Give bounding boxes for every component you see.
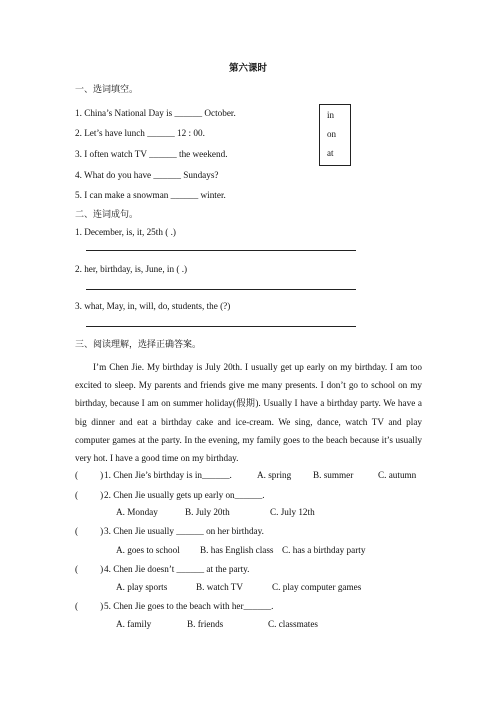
fill-item-1: 1. China’s National Day is ______ October.: [75, 108, 236, 118]
question-1-bracket: ( ): [75, 470, 104, 480]
question-1-option-b: B. summer: [313, 470, 354, 480]
question-2-option-c: C. July 12th: [270, 507, 315, 517]
word-option-on: on: [327, 129, 336, 139]
answer-line-1: [86, 250, 356, 251]
question-2-stem: 2. Chen Jie usually gets up early on______.: [104, 490, 265, 500]
section1-heading: 一、选词填空。: [75, 85, 139, 95]
question-4-bracket: ( ): [75, 564, 104, 574]
sentence-item-3: 3. what, May, in, will, do, students, the (?): [75, 301, 231, 311]
question-4-option-c: C. play computer games: [272, 582, 362, 592]
sentence-item-1: 1. December, is, it, 25th ( .): [75, 227, 176, 237]
question-3-option-b: B. has English class: [200, 545, 274, 555]
fill-item-3: 3. I often watch TV ______ the weekend.: [75, 149, 228, 159]
fill-item-5: 5. I can make a snowman ______ winter.: [75, 190, 226, 200]
reading-passage: [75, 358, 422, 467]
question-3-bracket: ( ): [75, 526, 104, 536]
fill-item-2: 2. Let’s have lunch ______ 12 : 00.: [75, 128, 205, 138]
question-4-stem: 4. Chen Jie doesn’t ______ at the party.: [104, 564, 250, 574]
question-2-option-b: B. July 20th: [185, 507, 230, 517]
section2-heading: 二、连词成句。: [75, 210, 139, 220]
question-2-option-a: A. Monday: [116, 507, 158, 517]
question-4-option-b: B. watch TV: [196, 582, 244, 592]
question-3-stem: 3. Chen Jie usually ______ on her birthday.: [104, 526, 264, 536]
question-1-option-c: C. autumn: [378, 470, 417, 480]
word-option-at: at: [327, 148, 334, 158]
answer-line-2: [86, 289, 356, 290]
question-5-bracket: ( ): [75, 601, 104, 611]
section3-heading: 三、阅读理解，选择正确答案。: [75, 340, 202, 350]
question-3-option-c: C. has a birthday party: [282, 545, 366, 555]
sentence-item-2: 2. her, birthday, is, June, in ( .): [75, 264, 188, 274]
word-bank-box: [319, 104, 351, 166]
question-5-stem: 5. Chen Jie goes to the beach with her______.: [104, 601, 274, 611]
question-5-option-a: A. family: [116, 619, 152, 629]
page-title: 第六课时: [228, 63, 267, 74]
question-4-option-a: A. play sports: [116, 582, 168, 592]
question-1-option-a: A. spring: [257, 470, 292, 480]
question-3-option-a: A. goes to school: [116, 545, 180, 555]
question-5-option-c: C. classmates: [268, 619, 319, 629]
question-5-option-b: B. friends: [187, 619, 224, 629]
answer-line-3: [86, 326, 356, 327]
question-2-bracket: ( ): [75, 490, 104, 500]
fill-item-4: 4. What do you have ______ Sundays?: [75, 170, 219, 180]
word-option-in: in: [327, 110, 335, 120]
passage-text: I’m Chen Jie. My birthday is July 20th. I usually get up early on my birthday. I am too excited to sleep. My parents and friends give me many presents. I don’t go to school on my birthday, because I am on summer holiday(假期). Usually I have a birthday party. We have a big dinner and eat a birthday cake and ice-cream. We sing, dance, watch TV and play computer games at the party. In the evening, my family goes to the beach because it’s usually very hot. I have a good time on my birthday.: [75, 362, 422, 464]
question-1-stem: 1. Chen Jie’s birthday is in______.: [104, 470, 232, 480]
